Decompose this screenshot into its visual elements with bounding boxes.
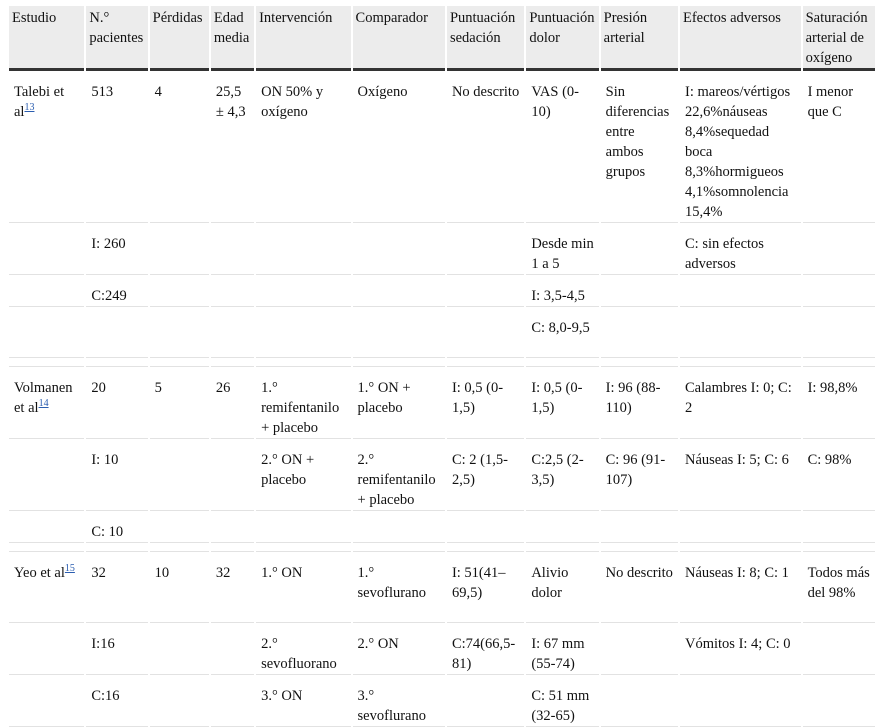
table-cell: Vómitos I: 4; C: 0: [680, 623, 801, 675]
table-cell: 26: [211, 367, 254, 439]
table-cell: I: 96 (88-110): [601, 367, 678, 439]
table-cell: [150, 623, 209, 675]
table-cell: [803, 675, 875, 727]
table-cell: [803, 623, 875, 675]
separator-cell: [150, 543, 209, 552]
table-cell: [601, 675, 678, 727]
table-cell: [447, 223, 524, 275]
study-cell: [9, 623, 84, 675]
table-cell: 5: [150, 367, 209, 439]
table-row: [9, 511, 875, 543]
separator-cell: [353, 543, 445, 552]
table-cell: Náuseas I: 5; C: 6: [680, 439, 801, 511]
table-cell: 2.° remifentanilo + placebo: [353, 439, 445, 511]
table-cell: 20: [86, 367, 147, 439]
separator-cell: [256, 543, 350, 552]
separator-cell: [9, 358, 84, 367]
table-cell: 3.° sevoflurano: [353, 675, 445, 727]
table-cell: I: 0,5 (0-1,5): [447, 367, 524, 439]
table-cell: [353, 223, 445, 275]
table-cell: C: 8,0-9,5: [526, 307, 598, 358]
table-cell: [211, 511, 254, 543]
table-cell: I: 3,5-4,5: [526, 275, 598, 307]
table-cell: [353, 275, 445, 307]
table-cell: I: 10: [86, 439, 147, 511]
study-cell: [9, 439, 84, 511]
table-cell: No descrito: [447, 71, 524, 223]
table-cell: [526, 511, 598, 543]
table-cell: [86, 307, 147, 358]
table-cell: [601, 307, 678, 358]
table-cell: C: 96 (91-107): [601, 439, 678, 511]
table-cell: [256, 307, 350, 358]
table-cell: ON 50% y oxígeno: [256, 71, 350, 223]
table-cell: [447, 675, 524, 727]
table-cell: [680, 675, 801, 727]
table-cell: [211, 223, 254, 275]
table-cell: [447, 307, 524, 358]
table-cell: C: sin efectos adversos: [680, 223, 801, 275]
table-cell: C:16: [86, 675, 147, 727]
table-cell: 513: [86, 71, 147, 223]
table-cell: I: mareos/vértigos 22,6%náuseas 8,4%sequedad boca 8,3%hormigueos 4,1%somnolencia 15,4%: [680, 71, 801, 223]
table-cell: 1.° ON: [256, 552, 350, 623]
table-cell: 25,5 ± 4,3: [211, 71, 254, 223]
separator-cell: [211, 358, 254, 367]
table-cell: 4: [150, 71, 209, 223]
table-cell: [211, 439, 254, 511]
column-header: Presión arterial: [601, 6, 678, 71]
column-header: Efectos adversos: [680, 6, 801, 71]
table-row: [9, 439, 875, 511]
table-cell: 32: [211, 552, 254, 623]
table-cell: [256, 275, 350, 307]
table-cell: [353, 307, 445, 358]
separator-cell: [447, 543, 524, 552]
study-cell: [9, 223, 84, 275]
column-header: Comparador: [353, 6, 445, 71]
table-row: [9, 552, 875, 623]
table-row: [9, 223, 875, 275]
table-cell: [680, 511, 801, 543]
table-cell: I:16: [86, 623, 147, 675]
table-row: [9, 367, 875, 439]
column-header: Puntuación dolor: [526, 6, 598, 71]
study-name: Volmanen et al: [14, 380, 73, 416]
table-row: [9, 307, 875, 358]
table-cell: [601, 275, 678, 307]
table-cell: [447, 511, 524, 543]
separator-cell: [526, 543, 598, 552]
table-cell: [803, 275, 875, 307]
separator-cell: [86, 543, 147, 552]
study-cell: [9, 367, 84, 439]
table-cell: Todos más del 98%: [803, 552, 875, 623]
separator-cell: [680, 358, 801, 367]
column-header: Edad media: [211, 6, 254, 71]
study-cell: [9, 71, 84, 223]
table-cell: 10: [150, 552, 209, 623]
table-cell: C: 2 (1,5-2,5): [447, 439, 524, 511]
column-header: N.° pacientes: [86, 6, 147, 71]
separator-cell: [256, 358, 350, 367]
table-cell: [211, 623, 254, 675]
separator-cell: [150, 358, 209, 367]
table-row: [9, 675, 875, 727]
table-cell: 1.° sevoflurano: [353, 552, 445, 623]
table-cell: [211, 675, 254, 727]
table-cell: I: 51(41–69,5): [447, 552, 524, 623]
table-cell: [150, 275, 209, 307]
table-cell: Desde min 1 a 5: [526, 223, 598, 275]
separator-cell: [447, 358, 524, 367]
table-cell: [150, 511, 209, 543]
table-row: [9, 275, 875, 307]
table-cell: [601, 623, 678, 675]
reference-link[interactable]: 15: [64, 563, 75, 575]
column-header: Pérdidas: [150, 6, 209, 71]
study-cell: [9, 675, 84, 727]
study-cell: [9, 275, 84, 307]
table-cell: 2.° ON + placebo: [256, 439, 350, 511]
table-row: [9, 623, 875, 675]
table-cell: Calambres I: 0; C: 2: [680, 367, 801, 439]
separator-cell: [680, 543, 801, 552]
column-header: Puntuación sedación: [447, 6, 524, 71]
study-cell: [9, 307, 84, 358]
table-cell: C:249: [86, 275, 147, 307]
column-header: Intervención: [256, 6, 350, 71]
table-cell: [256, 223, 350, 275]
table-cell: C:2,5 (2-3,5): [526, 439, 598, 511]
results-table: [7, 6, 877, 727]
reference-link[interactable]: 13: [24, 102, 35, 114]
table-cell: [680, 275, 801, 307]
table-cell: [447, 275, 524, 307]
header-row: [9, 6, 875, 71]
group-separator: [9, 358, 875, 367]
study-cell: [9, 552, 84, 623]
table-row: [9, 71, 875, 223]
table-cell: [150, 307, 209, 358]
table-cell: [150, 675, 209, 727]
separator-cell: [9, 543, 84, 552]
column-header: Estudio: [9, 6, 84, 71]
table-body: [9, 71, 875, 727]
table-cell: C: 10: [86, 511, 147, 543]
table-cell: I: 98,8%: [803, 367, 875, 439]
table-cell: 32: [86, 552, 147, 623]
separator-cell: [526, 358, 598, 367]
table-cell: Náuseas I: 8; C: 1: [680, 552, 801, 623]
table-cell: 1.° ON + placebo: [353, 367, 445, 439]
separator-cell: [86, 358, 147, 367]
table-cell: I menor que C: [803, 71, 875, 223]
study-name: Yeo et al: [14, 565, 65, 581]
table-cell: [256, 511, 350, 543]
separator-cell: [211, 543, 254, 552]
table-cell: [803, 223, 875, 275]
separator-cell: [601, 358, 678, 367]
table-cell: C:74(66,5-81): [447, 623, 524, 675]
separator-cell: [601, 543, 678, 552]
table-cell: Alivio dolor: [526, 552, 598, 623]
table-cell: [601, 223, 678, 275]
table-cell: No descrito: [601, 552, 678, 623]
separator-cell: [353, 358, 445, 367]
table-cell: [601, 511, 678, 543]
study-name: Talebi et al: [14, 84, 65, 120]
table-cell: Sin diferencias entre ambos grupos: [601, 71, 678, 223]
table-cell: VAS (0-10): [526, 71, 598, 223]
separator-cell: [803, 543, 875, 552]
table-cell: 2.° sevofluorano: [256, 623, 350, 675]
table-cell: [803, 511, 875, 543]
table-cell: Oxígeno: [353, 71, 445, 223]
separator-cell: [803, 358, 875, 367]
table-cell: [211, 307, 254, 358]
study-cell: [9, 511, 84, 543]
table-cell: I: 0,5 (0-1,5): [526, 367, 598, 439]
reference-link[interactable]: 14: [38, 398, 49, 410]
table-cell: I: 67 mm (55-74): [526, 623, 598, 675]
group-separator: [9, 543, 875, 552]
table-cell: 3.° ON: [256, 675, 350, 727]
column-header: Saturación arterial de oxígeno: [803, 6, 875, 71]
table-cell: 1.° remifentanilo + placebo: [256, 367, 350, 439]
table-cell: [353, 511, 445, 543]
table-cell: [150, 223, 209, 275]
table-cell: [150, 439, 209, 511]
table-cell: C: 51 mm (32-65): [526, 675, 598, 727]
table-cell: 2.° ON: [353, 623, 445, 675]
table-cell: I: 260: [86, 223, 147, 275]
table-cell: C: 98%: [803, 439, 875, 511]
table-cell: [211, 275, 254, 307]
table-cell: [680, 307, 801, 358]
table-cell: [803, 307, 875, 358]
